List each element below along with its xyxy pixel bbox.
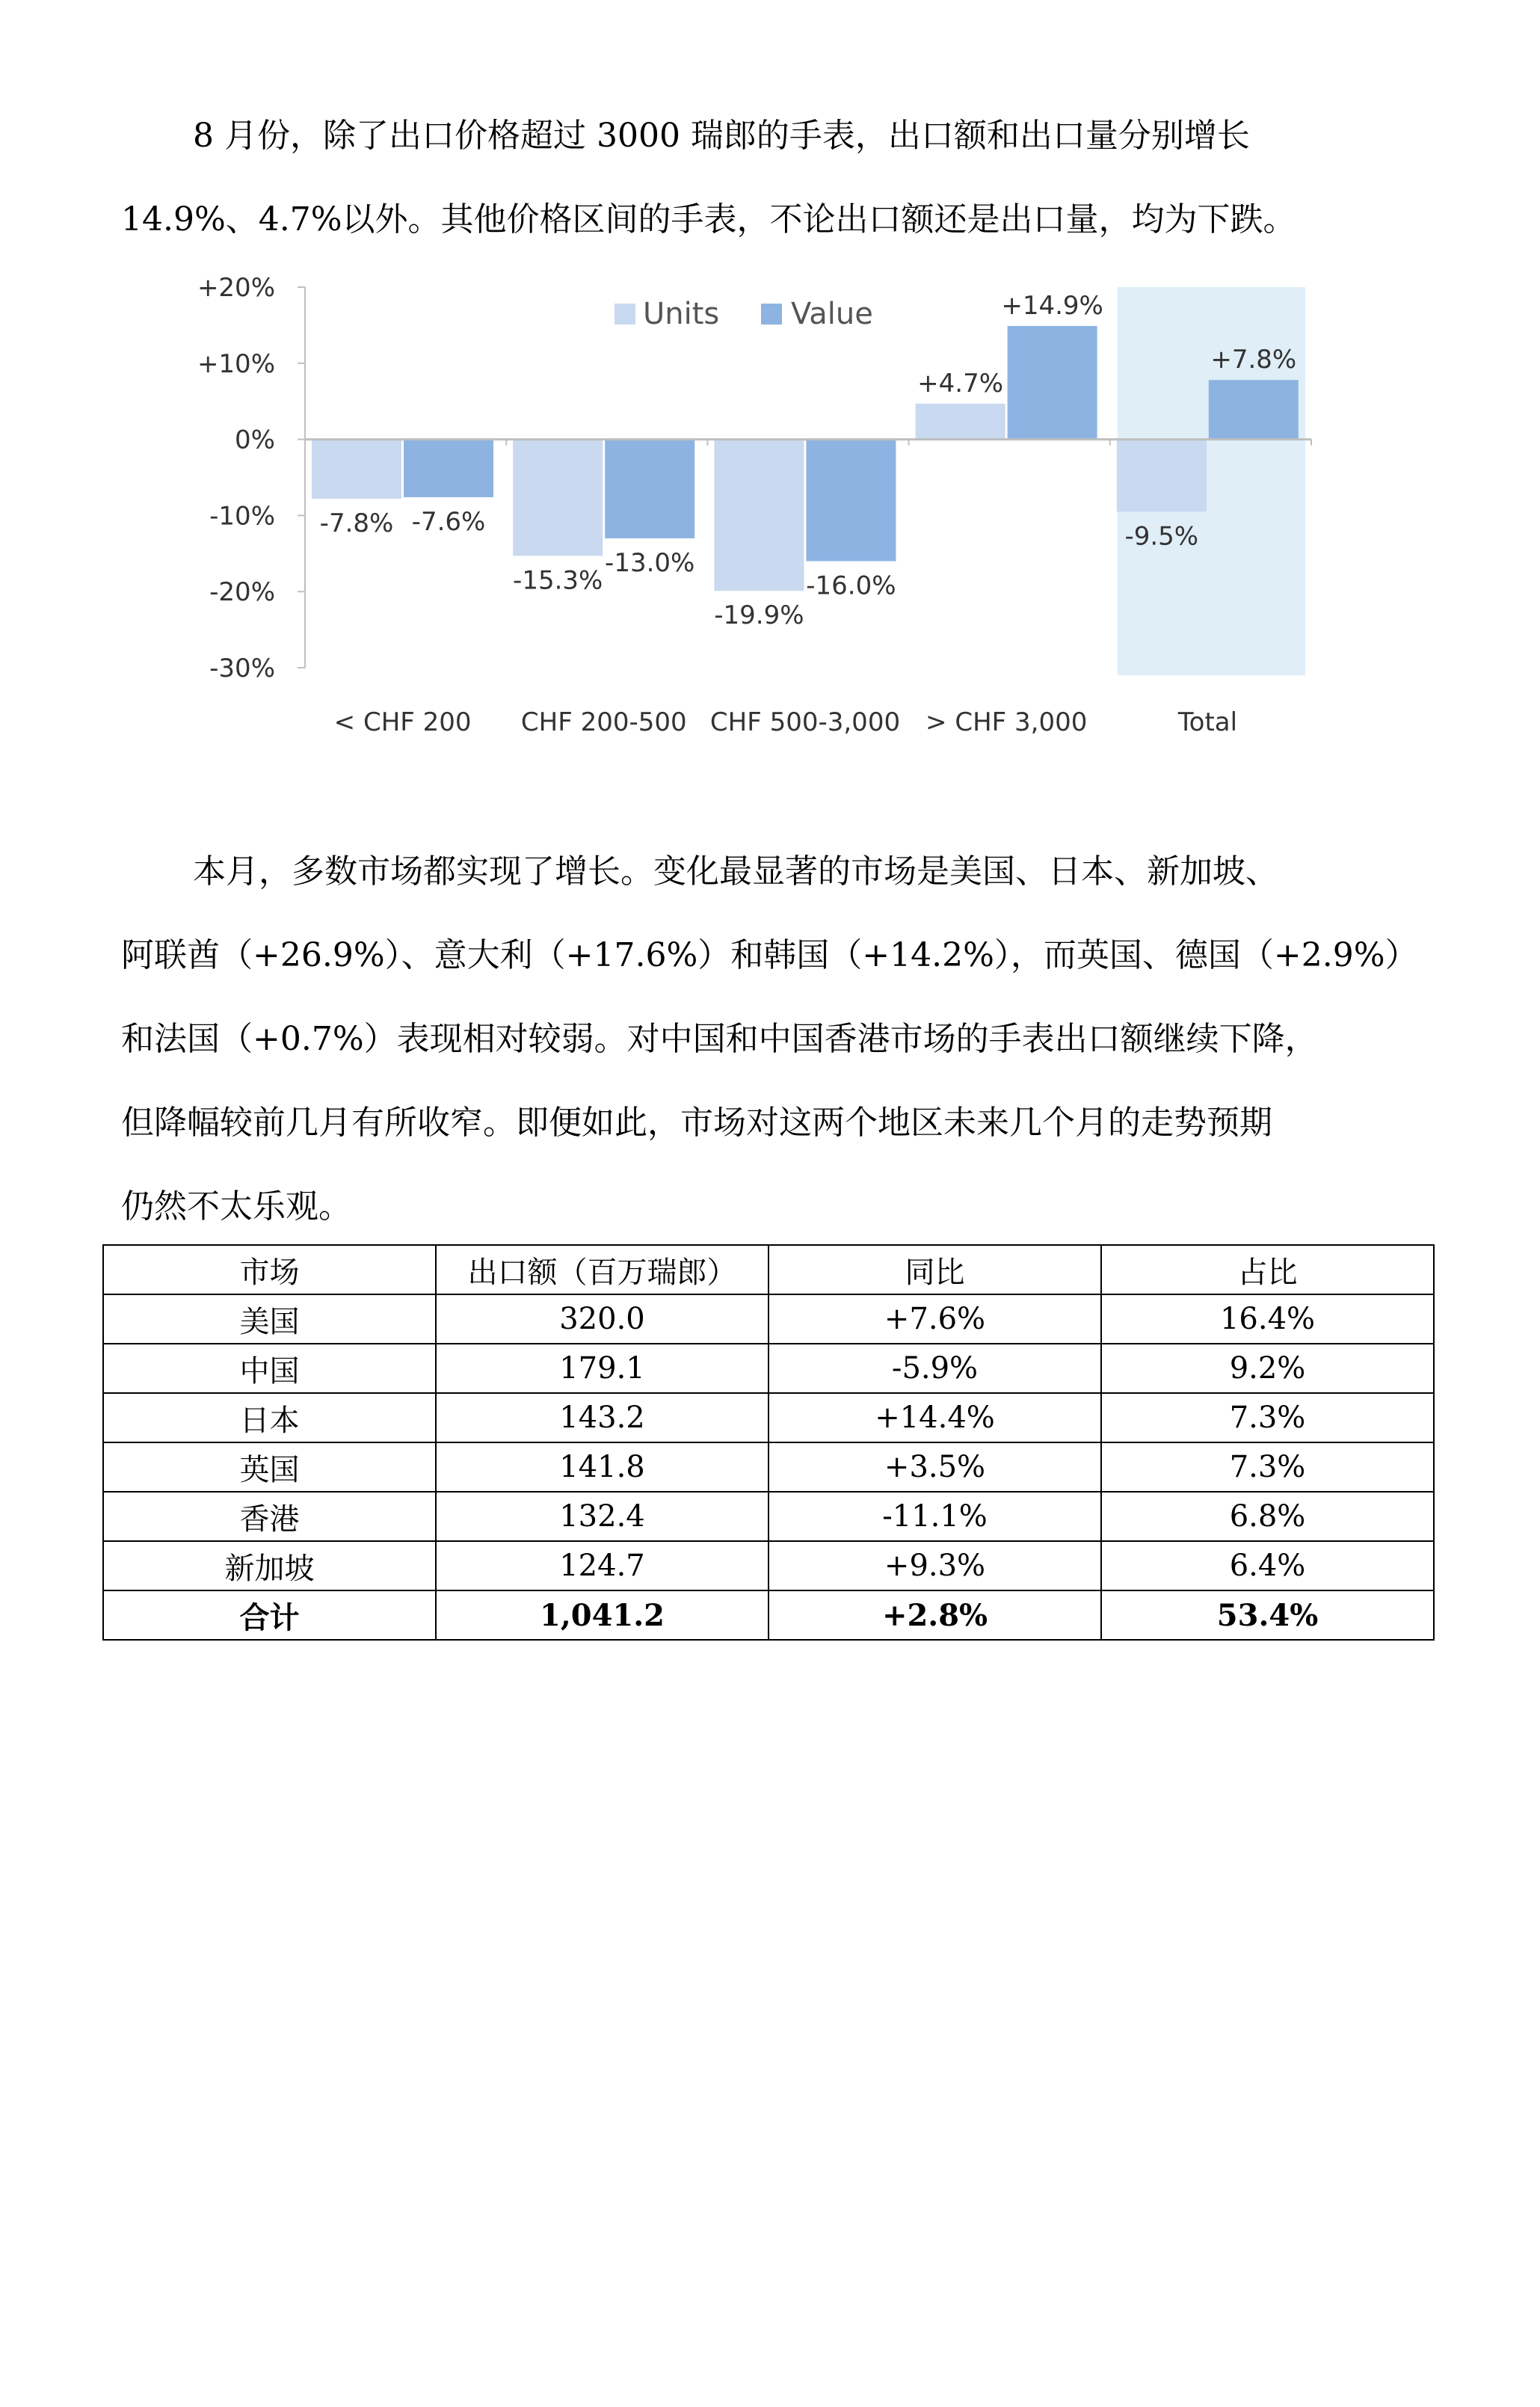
bar-units: [1117, 440, 1207, 512]
paragraph-line: 和法国（+0.7%）表现相对较弱。对中国和中国香港市场的手表出口额继续下降，: [121, 1020, 1318, 1058]
cell-share: 6.4%: [1101, 1541, 1434, 1590]
legend-swatch-units: [615, 304, 635, 325]
table-row: [103, 1442, 1434, 1492]
legend-label-units: Units: [643, 297, 720, 331]
bar-value: [1209, 380, 1299, 439]
cell-yoy: +2.8%: [769, 1590, 1101, 1640]
table-row: [103, 1294, 1434, 1344]
cell-yoy: +3.5%: [769, 1442, 1101, 1492]
cell-market: 新加坡: [103, 1541, 436, 1590]
markets-paragraph: [121, 830, 1422, 1249]
header-exports: 出口额（百万瑞郎）: [436, 1245, 769, 1294]
cell-share: 53.4%: [1101, 1590, 1434, 1640]
cell-exports: 320.0: [436, 1294, 769, 1344]
category-label: < CHF 200: [333, 707, 472, 737]
legend-label-value: Value: [791, 297, 873, 331]
y-tick-label: +20%: [197, 273, 275, 303]
data-label-value: +7.8%: [1210, 345, 1297, 375]
header-share: 占比: [1101, 1245, 1434, 1294]
header-market: 市场: [103, 1245, 436, 1294]
market-exports-table: [102, 1244, 1435, 1641]
bar-units: [916, 404, 1005, 440]
bar-units: [312, 440, 401, 499]
data-label-value: -13.0%: [605, 547, 695, 578]
table-row: [103, 1541, 1434, 1590]
category-label: Total: [1177, 707, 1238, 737]
cell-yoy: +14.4%: [769, 1393, 1101, 1442]
legend-swatch-value: [761, 304, 782, 325]
paragraph-line: 本月，多数市场都实现了增长。变化最显著的市场是美国、日本、新加坡、: [193, 852, 1278, 891]
table-row: [103, 1344, 1434, 1393]
cell-yoy: +9.3%: [769, 1541, 1101, 1590]
cell-market: 英国: [103, 1442, 436, 1492]
bar-value: [404, 440, 493, 497]
cell-market: 美国: [103, 1294, 436, 1344]
paragraph-line: 仍然不太乐观。: [121, 1187, 351, 1226]
category-label: CHF 200-500: [520, 707, 687, 737]
category-label: > CHF 3,000: [925, 707, 1088, 737]
cell-exports: 179.1: [436, 1344, 769, 1393]
paragraph-line: 14.9%、4.7%以外。其他价格区间的手表，不论出口额还是出口量，均为下跌。: [121, 200, 1296, 239]
data-label-units: -7.8%: [319, 508, 394, 539]
cell-share: 6.8%: [1101, 1492, 1434, 1541]
data-label-units: -9.5%: [1124, 521, 1199, 552]
cell-share: 7.3%: [1101, 1393, 1434, 1442]
y-tick-label: -10%: [209, 501, 275, 532]
cell-share: 9.2%: [1101, 1344, 1434, 1393]
cell-share: 7.3%: [1101, 1442, 1434, 1492]
bar-value: [806, 440, 896, 562]
cell-share: 16.4%: [1101, 1294, 1434, 1344]
bar-value: [1008, 326, 1097, 440]
cell-yoy: -11.1%: [769, 1492, 1101, 1541]
cell-market: 日本: [103, 1393, 436, 1442]
cell-market: 香港: [103, 1492, 436, 1541]
header-yoy: 同比: [769, 1245, 1101, 1294]
data-label-units: +4.7%: [917, 368, 1004, 399]
y-tick-label: 0%: [235, 425, 275, 455]
cell-exports: 124.7: [436, 1541, 769, 1590]
data-label-value: +14.9%: [1001, 290, 1103, 321]
cell-exports: 132.4: [436, 1492, 769, 1541]
paragraph-line: 阿联酋（+26.9%）、意大利（+17.6%）和韩国（+14.2%），而英国、德国（+2.9%）: [121, 936, 1418, 974]
cell-market: 合计: [103, 1590, 436, 1640]
data-label-value: -7.6%: [411, 506, 486, 537]
paragraph-line: 但降幅较前几月有所收窄。即便如此，市场对这两个地区未来几个月的走势预期: [121, 1104, 1272, 1142]
y-tick-label: -20%: [209, 577, 275, 608]
table-row: [103, 1393, 1434, 1442]
cell-exports: 1,041.2: [436, 1590, 769, 1640]
table-row: [103, 1492, 1434, 1541]
cell-market: 中国: [103, 1344, 436, 1393]
table-header-row: [103, 1245, 1434, 1294]
y-tick-label: +10%: [197, 348, 275, 379]
bar-units: [714, 440, 804, 591]
data-label-value: -16.0%: [806, 571, 896, 601]
paragraph-line: 8 月份，除了出口价格超过 3000 瑞郎的手表，出口额和出口量分别增长: [193, 117, 1250, 155]
cell-exports: 143.2: [436, 1393, 769, 1442]
cell-yoy: +7.6%: [769, 1294, 1101, 1344]
bar-units: [513, 440, 603, 556]
cell-exports: 141.8: [436, 1442, 769, 1492]
bar-value: [605, 440, 694, 538]
y-tick-label: -30%: [209, 654, 275, 683]
table-total-row: [103, 1590, 1434, 1640]
category-label: CHF 500-3,000: [709, 707, 901, 737]
data-label-units: -19.9%: [714, 600, 804, 631]
data-label-units: -15.3%: [513, 565, 603, 596]
cell-yoy: -5.9%: [769, 1344, 1101, 1393]
price-range-bar-chart: [0, 0, 1540, 793]
